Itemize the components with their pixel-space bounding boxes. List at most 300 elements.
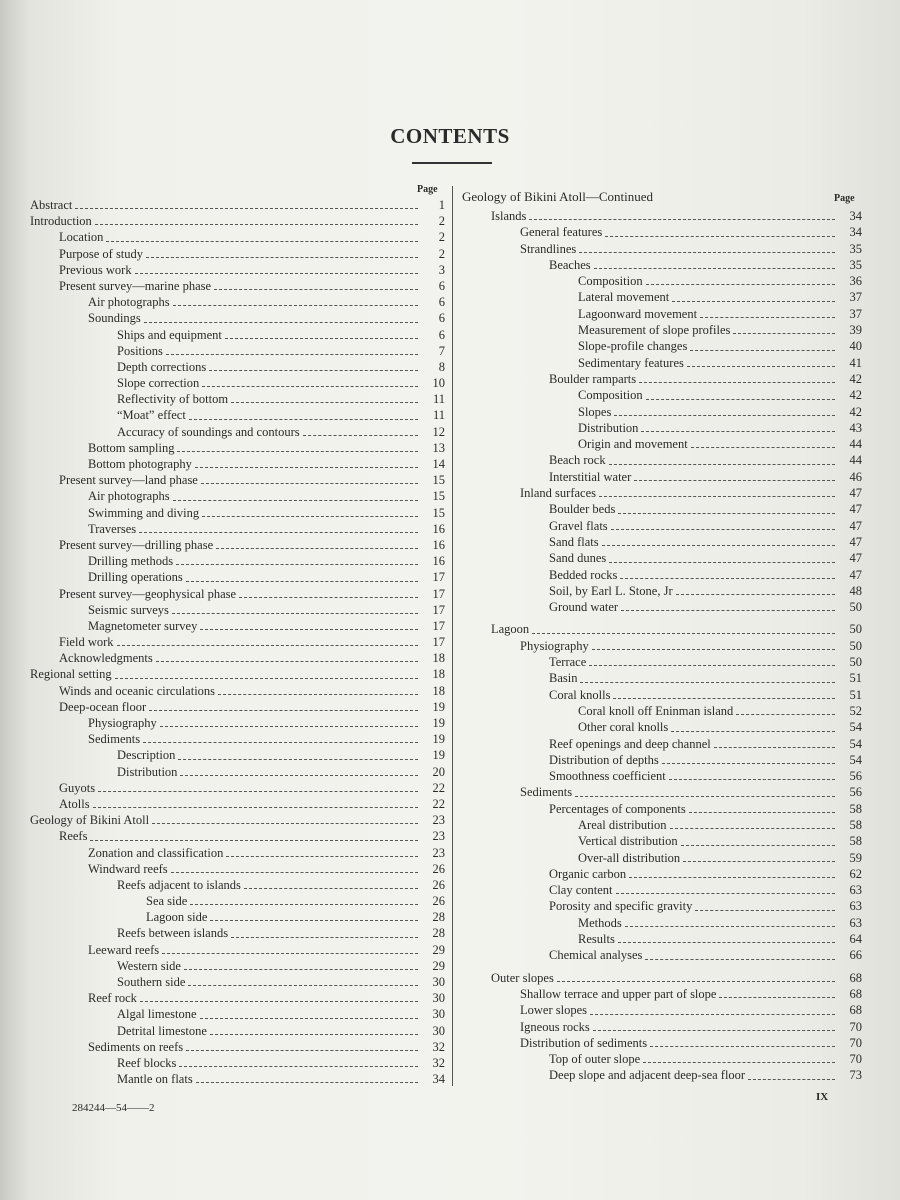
toc-entry-label: Positions [117,343,163,358]
toc-entry-label: Magnetometer survey [88,618,198,633]
toc-entry-page: 32 [432,1039,445,1054]
toc-entry-label: Composition [578,274,643,289]
toc-entry [462,850,862,866]
toc-entry-label: Slope-profile changes [578,339,688,354]
toc-entry [30,472,445,488]
dot-leader [173,499,418,501]
toc-entry [30,731,445,747]
dot-leader [733,332,835,334]
toc-entry-label: Gravel flats [549,518,608,533]
toc-entry-label: Depth corrections [117,359,207,374]
toc-entry-label: Reef blocks [117,1055,177,1070]
dot-leader [614,414,835,416]
left-page-column-label: Page [417,184,438,195]
dot-leader [625,925,835,927]
toc-entry-label: Seismic surveys [88,602,169,617]
dot-leader [180,774,418,776]
toc-entry [462,817,862,833]
column-divider [452,186,453,1086]
dot-leader [646,283,835,285]
toc-entry [462,338,862,354]
dot-leader [616,892,835,894]
toc-entry [462,736,862,752]
toc-entry [30,845,445,861]
dot-leader [687,365,835,367]
toc-entry-page: 41 [849,355,862,370]
toc-entry-label: Introduction [30,214,92,229]
toc-entry-label: Other coral knolls [578,720,669,735]
toc-entry [462,947,862,963]
toc-entry-label: Distribution of sediments [520,1035,648,1050]
dot-leader [184,968,418,970]
toc-entry [30,1006,445,1022]
toc-entry-label: Lower slopes [520,1003,587,1018]
toc-entry-page: 14 [432,457,445,471]
toc-entry-label: Deep-ocean floor [59,699,147,714]
toc-entry [462,866,862,882]
dot-leader [672,300,835,302]
dot-leader [621,609,835,611]
toc-entry-page: 22 [432,780,445,795]
toc-entry-page: 34 [432,1072,445,1087]
dot-leader [200,1017,419,1019]
toc-entry [30,1055,445,1071]
toc-entry [30,1023,445,1039]
toc-entry-label: Smoothness coefficient [549,769,666,784]
toc-entry [30,618,445,634]
toc-entry-label: Reef rock [88,991,137,1006]
toc-entry-label: Beaches [549,257,591,272]
toc-entry-page: 17 [432,618,445,633]
toc-entry-page: 34 [849,209,862,223]
dot-leader [171,871,418,873]
toc-entry-page: 37 [849,290,862,305]
toc-entry-label: “Moat” effect [117,408,186,423]
toc-entry [30,602,445,618]
toc-entry [462,719,862,735]
toc-entry-page: 17 [432,570,445,585]
toc-entry [462,469,862,485]
dot-leader [143,741,418,743]
toc-entry-label: Physiography [520,638,589,653]
dot-leader [144,321,418,323]
toc-entry-page: 63 [849,899,862,914]
toc-entry-label: Purpose of study [59,246,144,261]
dot-leader [643,1061,835,1063]
toc-entry [462,752,862,768]
toc-entry [462,784,862,800]
toc-entry-label: Leeward reefs [88,942,160,957]
toc-entry [30,456,445,472]
toc-entry-label: Origin and movement [578,437,688,452]
dot-leader [176,563,418,565]
toc-entry-page: 30 [432,975,445,989]
toc-entry [30,861,445,877]
toc-entry-page: 26 [432,877,445,892]
toc-entry-page: 2 [438,246,445,261]
toc-entry-label: Deep slope and adjacent deep-sea floor [549,1068,746,1083]
print-code: 284244—54——2 [72,1102,155,1114]
dot-leader [676,593,835,595]
toc-entry-page: 35 [849,257,862,272]
toc-entry-page: 50 [849,655,862,670]
toc-entry-label: Ground water [549,600,619,615]
toc-entry-label: Boulder ramparts [549,371,637,386]
toc-entry-page: 7 [438,343,445,358]
toc-entry-label: Basin [549,671,578,686]
toc-entry-page: 22 [432,796,445,811]
dot-leader [599,495,835,497]
dot-leader [641,430,835,432]
toc-entry-label: Reef openings and deep channel [549,736,711,751]
toc-entry-label: Bedded rocks [549,567,618,582]
dot-leader [671,730,835,732]
toc-entry [462,1035,862,1051]
dot-leader [186,580,418,582]
toc-entry [462,898,862,914]
dot-leader [216,547,418,549]
toc-entry-label: Drilling operations [88,570,183,585]
toc-entry-page: 15 [432,473,445,488]
toc-entry [30,488,445,504]
dot-leader [139,531,418,533]
toc-entry-label: Sediments [88,732,141,747]
toc-entry-label: Percentages of components [549,801,686,816]
toc-entry-label: Coral knoll off Eninman island [578,703,734,718]
dot-leader [594,267,835,269]
dot-leader [303,434,418,436]
toc-entry [462,703,862,719]
dot-leader [200,628,418,630]
continued-heading: Geology of Bikini Atoll—Continued [462,189,654,204]
toc-entry-page: 2 [438,214,445,229]
toc-entry-page: 20 [432,764,445,779]
toc-entry-label: Terrace [549,655,587,670]
dot-leader [115,677,418,679]
toc-entry [30,764,445,780]
toc-entry [462,436,862,452]
toc-entry-page: 11 [432,408,445,423]
dot-leader [662,762,835,764]
toc-entry-page: 58 [849,801,862,816]
toc-entry [462,322,862,338]
toc-entry [30,553,445,569]
toc-entry-label: Windward reefs [88,861,168,876]
toc-entry-page: 68 [849,986,862,1001]
toc-entry-page: 68 [849,970,862,985]
dot-leader [152,822,418,824]
toc-entry [30,359,445,375]
toc-entry-page: 30 [432,1007,445,1022]
toc-entry-page: 17 [432,635,445,650]
toc-entry-page: 58 [849,834,862,849]
dot-leader [575,795,835,797]
toc-entry-page: 28 [432,910,445,925]
toc-entry-label: Inland surfaces [520,486,597,501]
toc-entry-page: 19 [432,699,445,714]
dot-leader [557,980,835,982]
toc-entry [462,257,862,273]
toc-entry-label: Air photographs [88,489,170,504]
toc-entry-label: Atolls [59,796,90,811]
dot-leader [172,612,418,614]
toc-entry-page: 59 [849,850,862,865]
toc-entry [30,1039,445,1055]
toc-entry-page: 23 [432,813,445,828]
toc-entry-page: 66 [849,948,862,963]
toc-entry [462,371,862,387]
dot-leader [210,1033,418,1035]
toc-entry [30,893,445,909]
toc-entry-label: Guyots [59,780,96,795]
left-toc-column [30,197,445,1087]
toc-entry [30,424,445,440]
toc-entry [30,812,445,828]
dot-leader [135,272,418,274]
toc-entry [462,452,862,468]
dot-leader [188,984,418,986]
toc-entry [30,699,445,715]
toc-entry-page: 51 [849,687,862,702]
dot-leader [629,876,835,878]
toc-entry-label: Southern side [117,975,186,989]
toc-entry-label: Over-all distribution [578,850,681,865]
toc-entry-label: Interstitial water [549,469,632,484]
toc-entry-label: Present survey—geophysical phase [59,586,237,601]
toc-entry-label: Bottom photography [88,457,192,471]
dot-leader [160,725,418,727]
dot-leader [179,1065,418,1067]
toc-entry-page: 15 [432,489,445,504]
toc-entry-label: Mantle on flats [117,1072,193,1087]
toc-entry-label: Distribution [117,764,178,779]
toc-entry-page: 12 [432,424,445,439]
toc-entry [462,1067,862,1083]
toc-entry [462,404,862,420]
dot-leader [700,316,835,318]
toc-entry [30,796,445,812]
dot-leader [609,463,835,465]
toc-entry [30,505,445,521]
toc-entry-page: 63 [849,915,862,930]
toc-entry-page: 54 [849,720,862,735]
toc-entry [30,246,445,262]
toc-entry-page: 50 [849,638,862,653]
toc-entry-label: Winds and oceanic circulations [59,683,216,698]
toc-entry-page: 17 [432,586,445,601]
toc-entry [30,990,445,1006]
toc-entry [30,213,445,229]
toc-entry-page: 18 [432,651,445,666]
toc-entry-page: 47 [849,551,862,566]
toc-entry [462,621,862,637]
dot-leader [156,660,418,662]
toc-entry-page: 32 [432,1055,445,1070]
toc-entry-label: Organic carbon [549,866,627,881]
toc-entry-label: Slopes [578,404,612,419]
toc-entry-label: Detrital limestone [117,1023,207,1038]
toc-entry-label: Reefs between islands [117,926,229,941]
toc-entry-label: Sand flats [549,534,599,549]
toc-entry-page: 39 [849,323,862,338]
toc-entry-page: 42 [849,388,862,403]
toc-entry [30,650,445,666]
dot-leader [149,709,418,711]
toc-entry [30,715,445,731]
dot-leader [75,207,418,209]
toc-entry-page: 68 [849,1003,862,1018]
toc-entry [462,534,862,550]
toc-entry [462,485,862,501]
toc-entry [462,224,862,240]
toc-entry-label: Lagoonward movement [578,306,698,321]
toc-entry-page: 23 [432,845,445,860]
dot-leader [589,664,835,666]
toc-entry-label: Accuracy of soundings and contours [117,424,300,439]
toc-entry [30,521,445,537]
toc-entry-page: 56 [849,769,862,784]
toc-entry-label: Boulder beds [549,502,616,517]
dot-leader [202,515,418,517]
toc-entry-label: Soil, by Earl L. Stone, Jr [549,583,673,598]
dot-leader [166,353,418,355]
toc-entry-label: Distribution of depths [549,752,659,767]
dot-leader [695,909,835,911]
toc-entry [462,882,862,898]
dot-leader [195,466,418,468]
toc-entry-page: 64 [849,932,862,947]
toc-entry-label: Bottom sampling [88,440,175,455]
toc-entry-label: Present survey—drilling phase [59,537,214,552]
toc-entry-page: 37 [849,306,862,321]
toc-entry [462,670,862,686]
dot-leader [162,952,418,954]
toc-entry [30,278,445,294]
toc-entry [30,877,445,893]
toc-entry-label: Algal limestone [117,1007,197,1022]
toc-entry-page: 19 [432,716,445,730]
dot-leader [244,887,418,889]
toc-entry-page: 35 [849,241,862,256]
toc-entry-label: Measurement of slope profiles [578,323,731,338]
toc-entry-page: 50 [849,600,862,615]
toc-entry-label: Zonation and classification [88,845,224,860]
toc-entry-label: General features [520,225,603,240]
toc-entry-page: 47 [849,518,862,533]
toc-entry-page: 17 [432,602,445,617]
toc-entry [30,294,445,310]
toc-entry-label: Porosity and specific gravity [549,899,693,914]
dot-leader [611,528,835,530]
toc-entry-label: Results [578,932,615,947]
toc-entry-label: Methods [578,915,622,930]
toc-entry-page: 47 [849,567,862,582]
toc-entry [462,1051,862,1067]
toc-entry-page: 62 [849,866,862,881]
toc-entry-page: 8 [438,359,445,374]
toc-entry-page: 18 [432,683,445,698]
dot-leader [650,1045,835,1047]
toc-entry-label: Areal distribution [578,817,667,832]
toc-entry [462,208,862,224]
toc-entry-label: Strandlines [520,241,577,256]
toc-entry-page: 16 [432,554,445,569]
toc-entry [30,780,445,796]
toc-entry [30,375,445,391]
toc-entry [462,501,862,517]
toc-entry-page: 15 [432,505,445,520]
dot-leader [178,758,418,760]
dot-leader [95,223,418,225]
dot-leader [239,596,418,598]
toc-entry [30,197,445,213]
dot-leader [714,746,835,748]
dot-leader [609,561,835,563]
dot-leader [231,936,418,938]
right-toc-entries [462,208,862,1084]
toc-entry-page: 40 [849,339,862,354]
toc-entry-label: Igneous rocks [520,1019,590,1034]
toc-entry-label: Swimming and diving [88,505,200,520]
toc-entry-label: Reefs adjacent to islands [117,877,241,892]
toc-entry [462,420,862,436]
toc-entry [30,229,445,245]
toc-entry-label: Sea side [146,894,188,909]
toc-entry-label: Sediments on reefs [88,1039,184,1054]
dot-leader [620,577,835,579]
toc-entry [462,567,862,583]
toc-entry-page: 51 [849,671,862,686]
toc-entry-page: 19 [432,732,445,747]
dot-leader [670,827,835,829]
toc-entry [30,942,445,958]
toc-entry [30,327,445,343]
toc-entry-page: 70 [849,1052,862,1067]
toc-entry-page: 70 [849,1035,862,1050]
toc-entry-page: 44 [849,453,862,468]
toc-entry-page: 19 [432,748,445,763]
toc-entry-label: Reefs [59,829,88,844]
toc-entry-page: 54 [849,752,862,767]
toc-entry [462,518,862,534]
toc-entry-page: 23 [432,829,445,844]
dot-leader [202,385,418,387]
toc-entry-label: Soundings [88,311,141,326]
toc-entry [30,974,445,990]
toc-entry-label: Drilling methods [88,554,174,569]
dot-leader [590,1013,835,1015]
toc-entry-label: Western side [117,958,181,973]
toc-entry [30,683,445,699]
toc-entry [462,915,862,931]
toc-entry-page: 6 [438,327,445,342]
toc-entry-label: Ships and equipment [117,327,222,342]
toc-entry [30,666,445,682]
right-page-column-label: Page [834,193,855,204]
toc-entry-label: Location [59,230,104,245]
toc-entry-label: Previous work [59,262,132,277]
toc-entry [462,583,862,599]
toc-entry-page: 6 [438,278,445,293]
toc-entry-label: Sedimentary features [578,355,684,370]
toc-entry-page: 34 [849,225,862,240]
toc-entry-page: 47 [849,486,862,501]
toc-entry-label: Present survey—land phase [59,473,198,488]
toc-entry-page: 56 [849,785,862,800]
dot-leader [214,288,418,290]
dot-leader [681,844,835,846]
dot-leader [226,855,418,857]
